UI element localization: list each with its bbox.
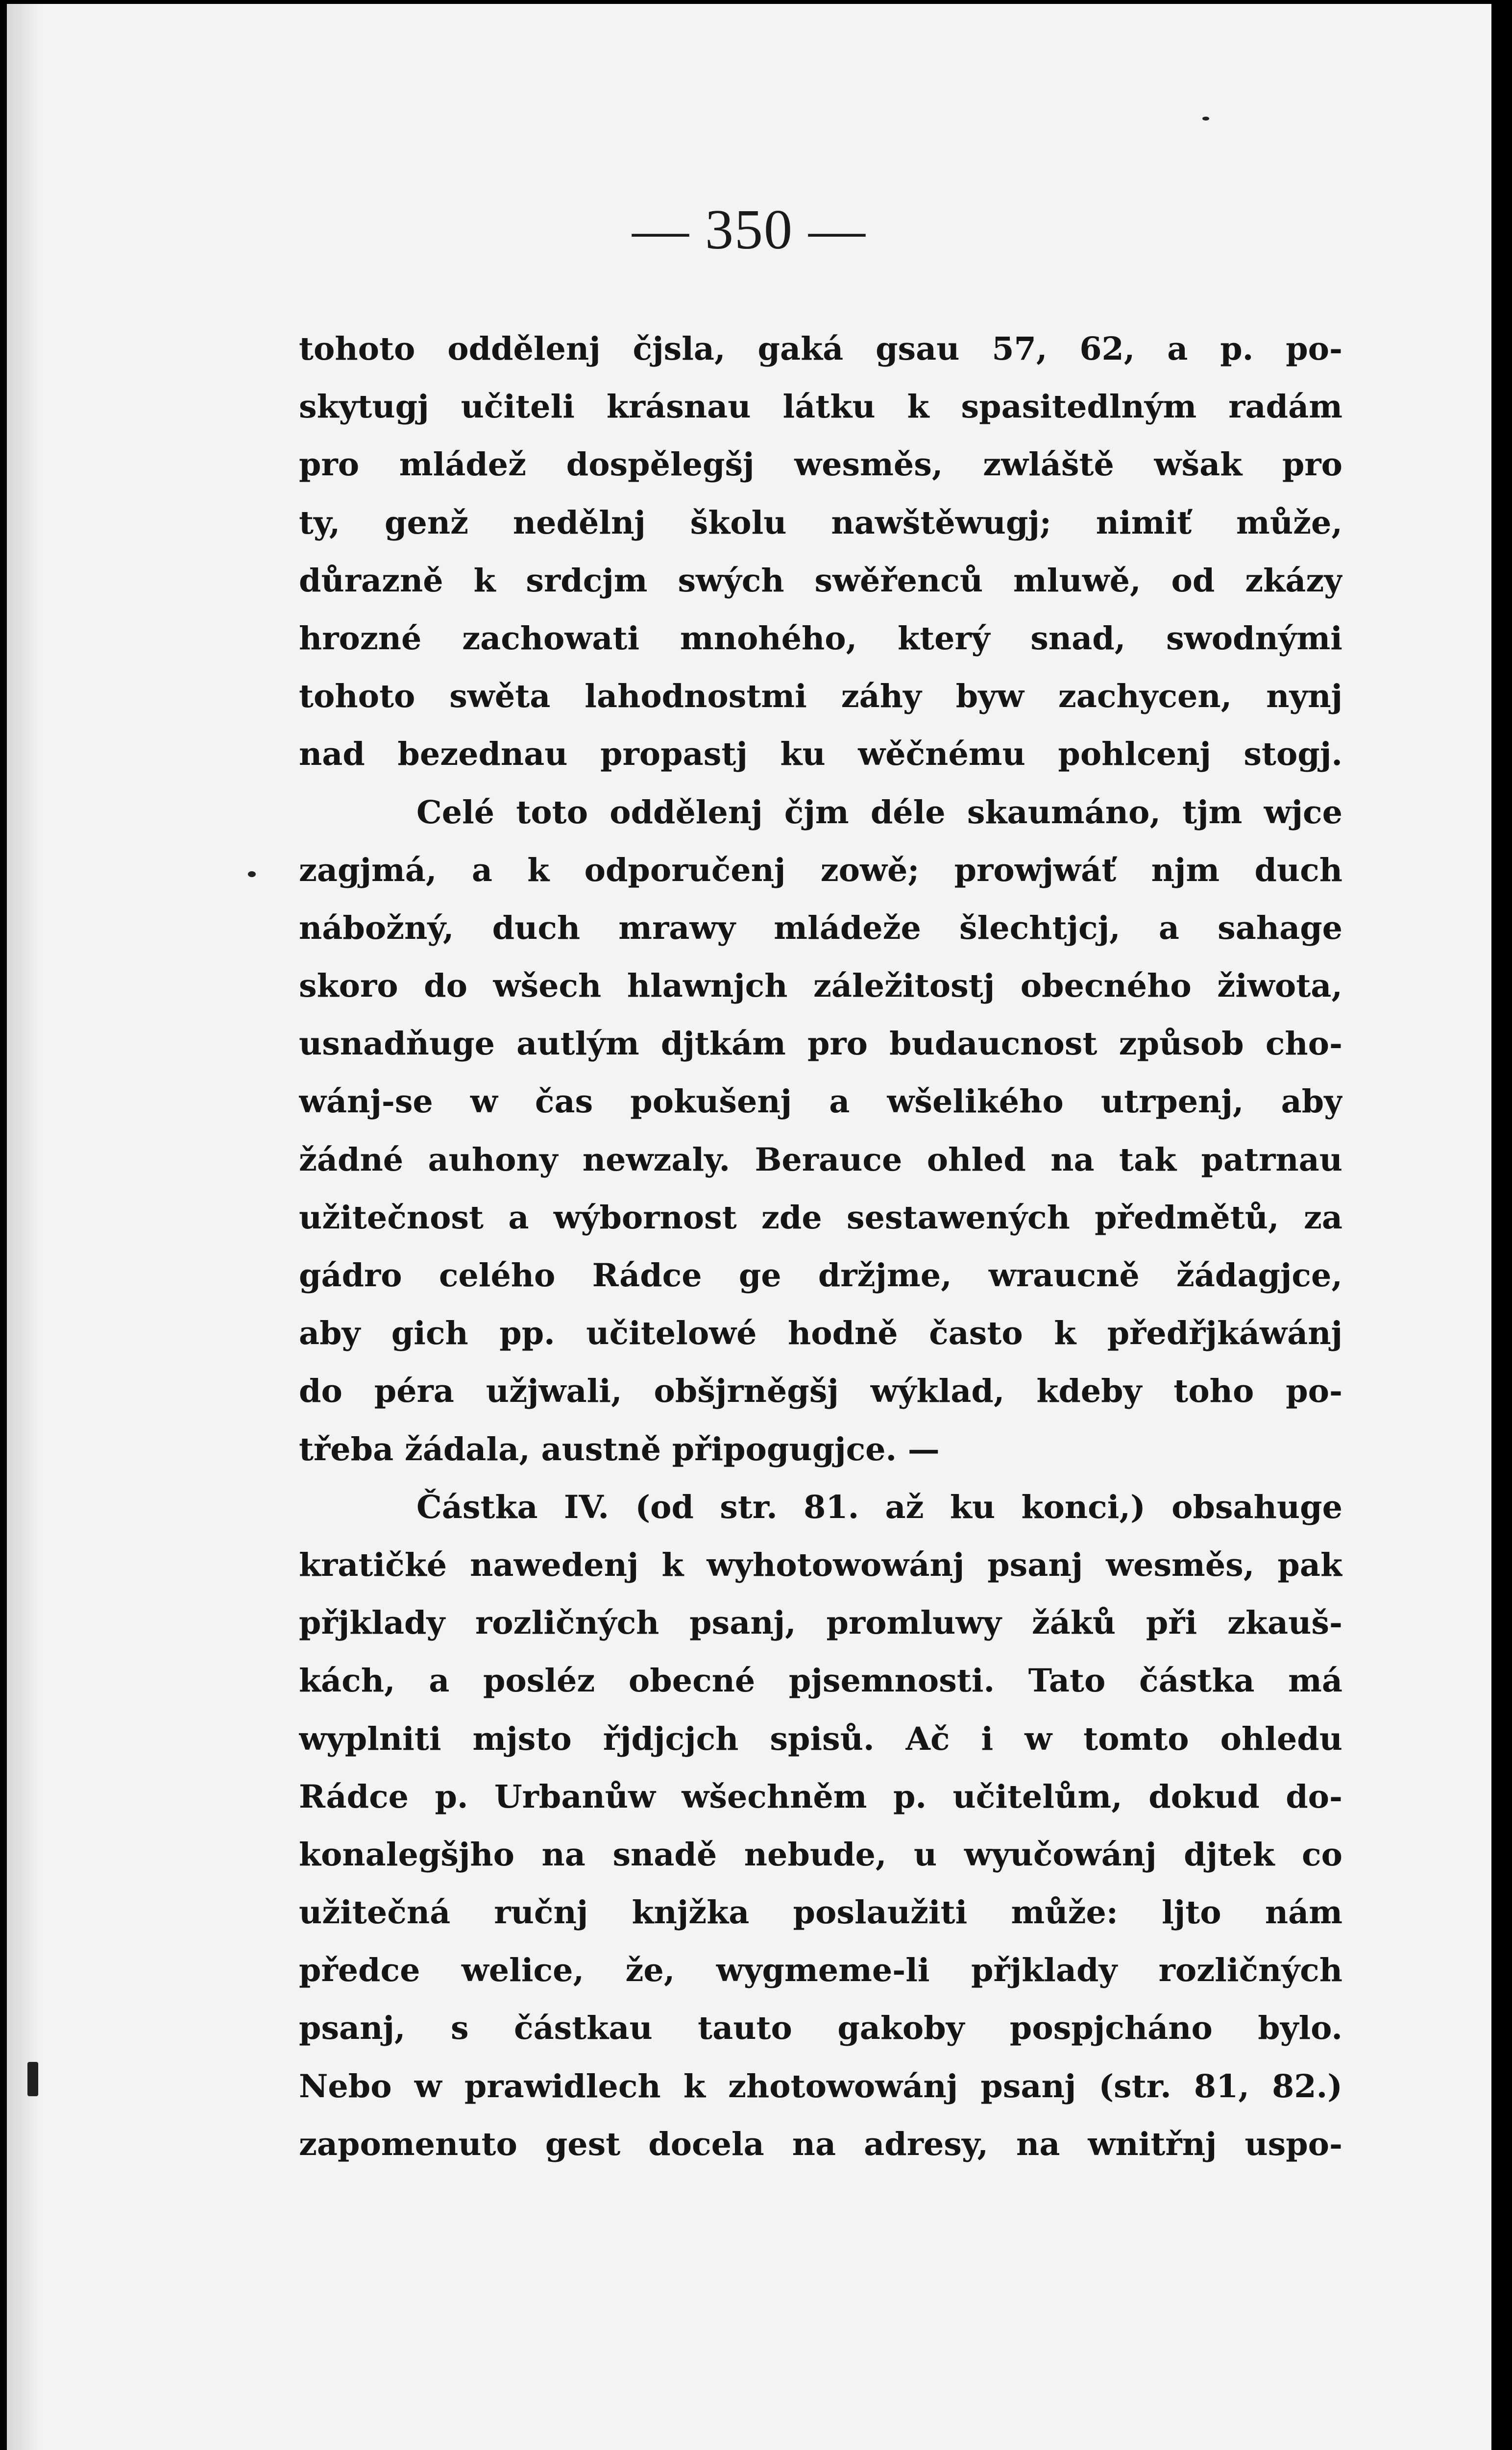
text-line: skoro do wšech hlawnjch záležitostj obecného žiwota,: [299, 967, 1342, 1005]
text-line: konalegšjho na snadě nebude, u wyučowánj djtek co: [299, 1836, 1342, 1873]
text-line: tohoto oddělenj čjsla, gaká gsau 57, 62, a p. po-: [299, 330, 1342, 368]
book-page: [7, 4, 1491, 2450]
text-line: nábožný, duch mrawy mládeže šlechtjcj, a sahage: [299, 909, 1342, 947]
text-line: ty, genž nedělnj školu nawštěwugj; nimiť může,: [299, 504, 1342, 541]
text-line: do péra užjwali, obšjrněgšj wýklad, kdeby toho po-: [299, 1372, 1342, 1410]
ink-speck: [1202, 117, 1209, 121]
text-line: hrozné zachowati mnohého, který snad, swodnými: [299, 619, 1342, 657]
text-line: tohoto swěta lahodnostmi záhy byw zachycen, nynj: [299, 678, 1342, 715]
text-line: nad bezednau propastj ku wěčnému pohlcenj stogj.: [299, 735, 1342, 773]
text-line: pro mládež dospělegšj wesměs, zwláště wšak pro: [299, 446, 1342, 484]
text-line: užitečnost a wýbornost zde sestawených předmětů, za: [299, 1199, 1342, 1236]
text-line: psanj, s částkau tauto gakoby pospjcháno bylo.: [299, 2009, 1342, 2047]
text-line: Částka IV. (od str. 81. až ku konci,) obsahuge: [416, 1488, 1342, 1526]
text-line: žádné auhony newzaly. Berauce ohled na tak patrnau: [299, 1141, 1342, 1178]
text-line: usnadňuge autlým djtkám pro budaucnost způsob cho-: [299, 1025, 1342, 1063]
text-line: Rádce p. Urbanůw wšechněm p. učitelům, dokud do-: [299, 1778, 1342, 1815]
text-line: kratičké nawedenj k wyhotowowánj psanj wesměs, pak: [299, 1546, 1342, 1584]
text-line: gádro celého Rádce ge držjme, wraucně žádagjce,: [299, 1257, 1342, 1294]
text-line: třeba žádala, austně připogugjce. —: [299, 1430, 940, 1468]
text-line: Celé toto oddělenj čjm déle skaumáno, tjm wjce: [416, 793, 1342, 831]
text-line: předce welice, že, wygmeme-li přjklady rozličných: [299, 1952, 1342, 1989]
page-number: — 350 —: [632, 198, 866, 261]
text-line: Nebo w prawidlech k zhotowowánj psanj (str. 81, 82.): [299, 2067, 1342, 2105]
ink-speck: [27, 2062, 38, 2096]
body-text: [299, 320, 1342, 2173]
text-line: kách, a posléz obecné pjsemnosti. Tato částka má: [299, 1662, 1342, 1700]
text-line: užitečná ručnj knjžka poslaužiti může: ljto nám: [299, 1894, 1342, 1932]
text-line: wánj-se w čas pokušenj a wšelikého utrpenj, aby: [299, 1083, 1342, 1121]
text-line: wyplniti mjsto řjdjcjch spisů. Ač i w tomto ohledu: [299, 1720, 1342, 1758]
text-line: aby gich pp. učitelowé hodně často k předřjkáwánj: [299, 1315, 1342, 1352]
text-line: zapomenuto gest docela na adresy, na wnitřnj uspo-: [299, 2125, 1342, 2163]
ink-speck: [248, 871, 256, 877]
text-line: důrazně k srdcjm swých swěřenců mluwě, od zkázy: [299, 562, 1342, 599]
text-line: skytugj učiteli krásnau látku k spasitedlným radám: [299, 388, 1342, 426]
text-line: zagjmá, a k odporučenj zowě; prowjwáť njm duch: [299, 851, 1342, 889]
text-line: přjklady rozličných psanj, promluwy žáků při zkauš-: [299, 1604, 1342, 1642]
